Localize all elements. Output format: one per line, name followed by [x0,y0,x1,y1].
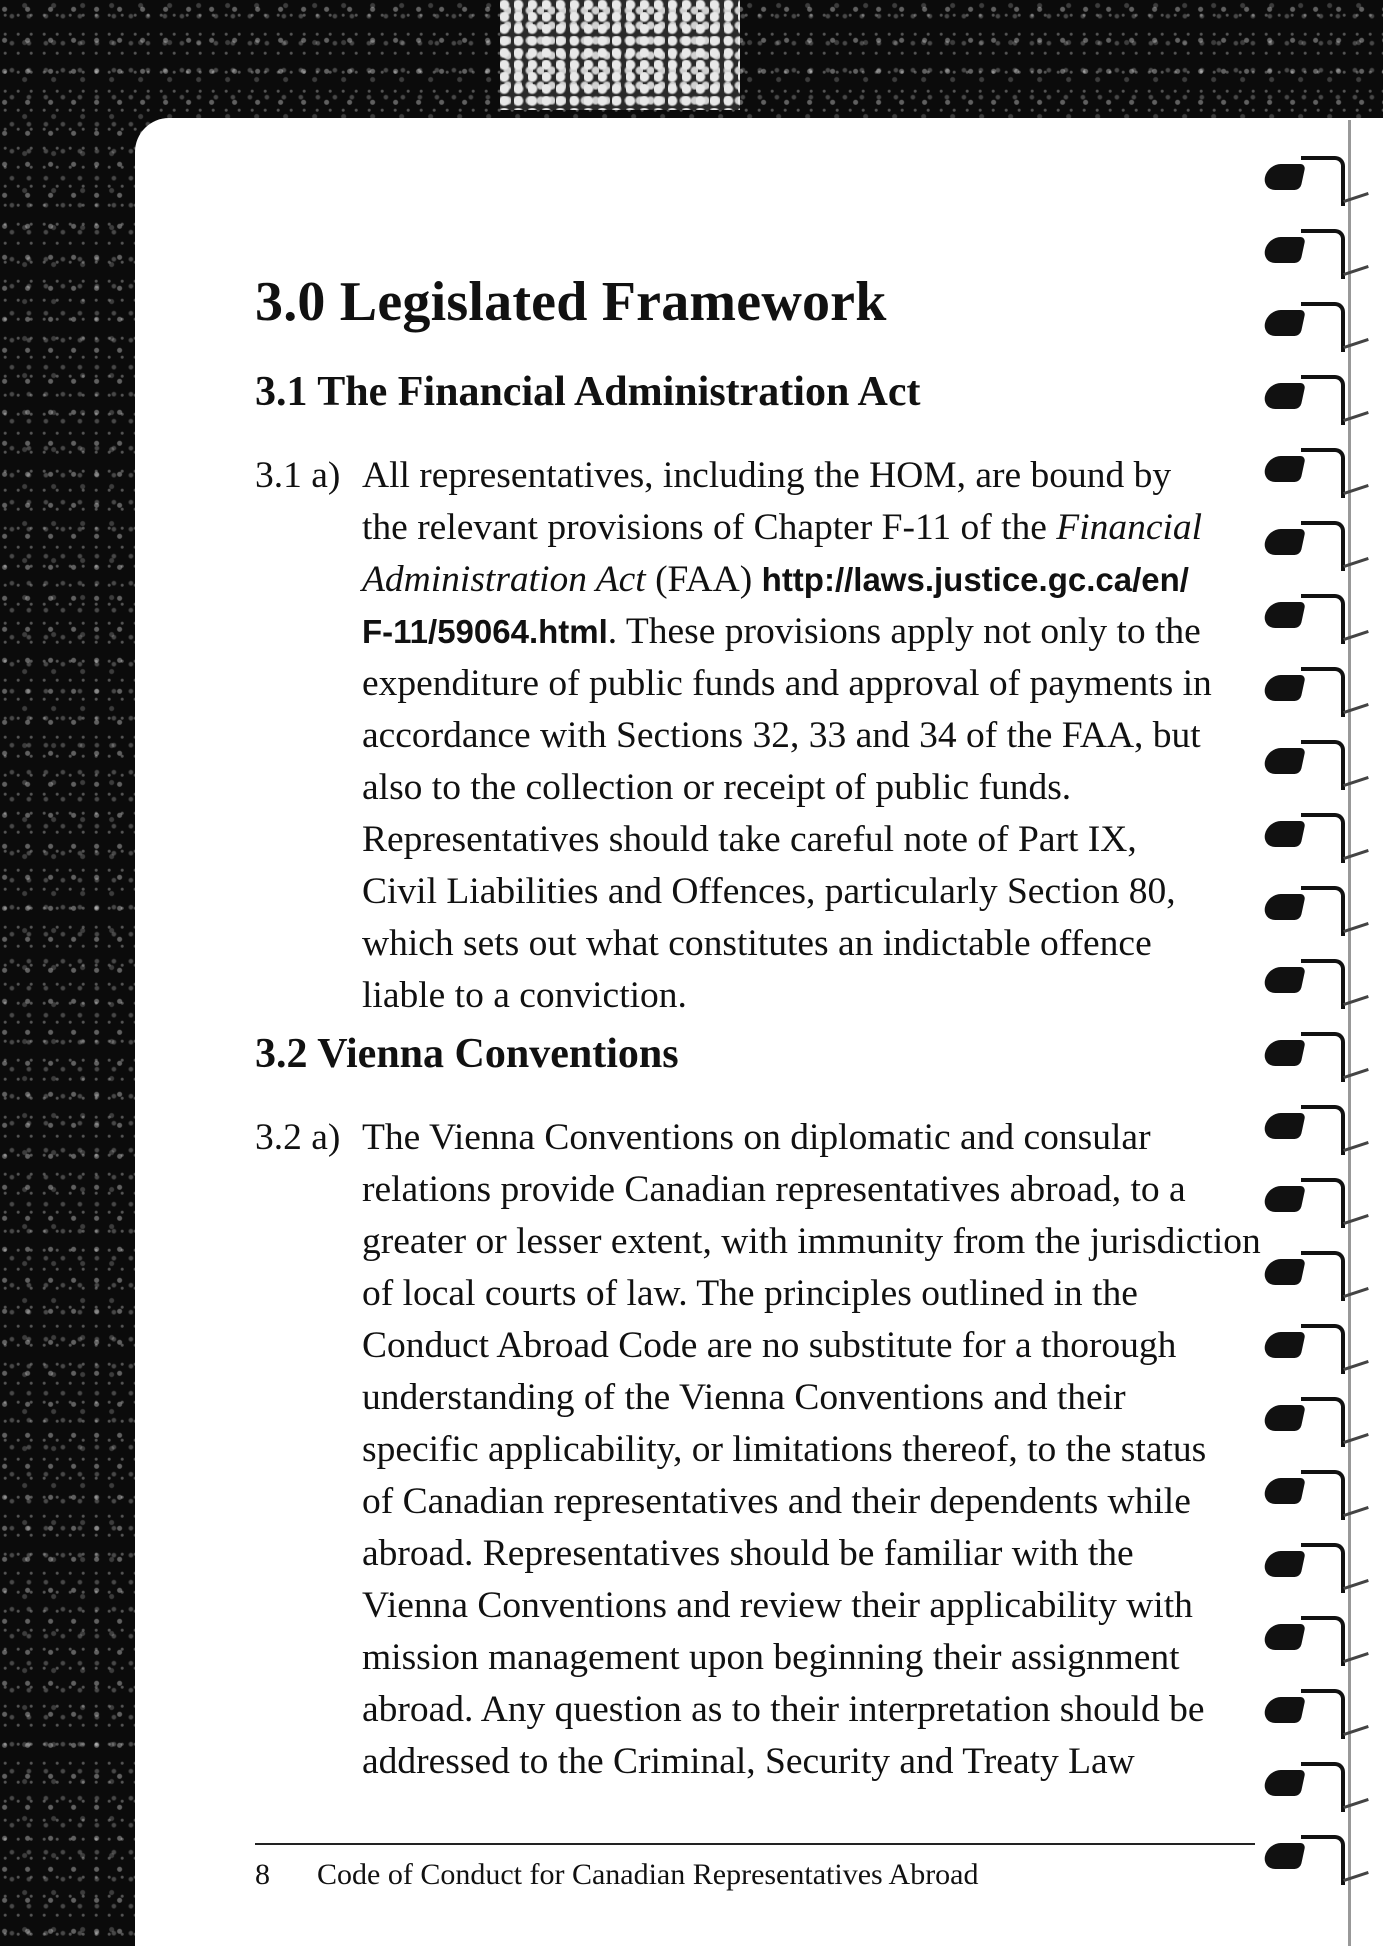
binding-ring-wire [1301,1616,1345,1666]
binding-ring-wire [1301,448,1345,498]
binding-ring [1255,734,1383,794]
binding-ring-wire [1301,1032,1345,1082]
binding-ring-tail [1343,192,1369,203]
binding-ring-hole [1262,1551,1306,1577]
binding-ring-hole [1262,1405,1306,1431]
binding-ring-wire [1301,521,1345,571]
binding-ring-hole [1262,894,1306,920]
binding-ring-hole [1262,383,1306,409]
binding-ring-wire [1301,594,1345,644]
binding-ring-wire [1301,1470,1345,1520]
section-title: 3.0 Legislated Framework [255,271,887,333]
binding-ring-hole [1262,1186,1306,1212]
binding-ring [1255,1537,1383,1597]
paragraph-line: accordance with Sections 32, 33 and 34 of the FAA, but [362,715,1201,756]
binding-ring-tail [1343,1141,1369,1152]
binding-ring-hole [1262,310,1306,336]
binding-ring [1255,807,1383,867]
binding-ring-hole [1262,1843,1306,1869]
binding-ring-wire [1301,1397,1345,1447]
binding-ring-wire [1301,1689,1345,1739]
heading-3-1: 3.1 The Financial Administration Act [255,369,921,415]
binding-ring-tail [1343,1068,1369,1079]
binding-ring-tail [1343,703,1369,714]
paragraph-3-1-a [255,450,1212,1022]
binding-ring [1255,1464,1383,1524]
binding-ring-hole [1262,1770,1306,1796]
binding-ring-wire [1301,667,1345,717]
binding-ring-hole [1262,602,1306,628]
binding-ring-tail [1343,1798,1369,1809]
binding-ring [1255,1829,1383,1889]
binding-ring [1255,1391,1383,1451]
paragraph-line: specific applicability, or limitations thereof, to the status [362,1429,1207,1470]
paragraph-3-2-a [255,1112,1261,1788]
binding-ring [1255,515,1383,575]
binding-ring [1255,1318,1383,1378]
binding-ring-hole [1262,1624,1306,1650]
paragraph-line: Representatives should take careful note of Part IX, [362,819,1137,860]
paragraph-line: Conduct Abroad Code are no substitute for a thorough [362,1325,1177,1366]
binding-ring-hole [1262,164,1306,190]
binding-ring-wire [1301,813,1345,863]
heading-3-2: 3.2 Vienna Conventions [255,1031,679,1077]
paragraph-number: 3.1 a) [255,455,341,496]
binding-ring-tail [1343,776,1369,787]
binding-ring-hole [1262,1332,1306,1358]
binding-ring [1255,1756,1383,1816]
paragraph-line: abroad. Representatives should be familiar with the [362,1533,1134,1574]
binding-ring-tail [1343,630,1369,641]
binding-ring-hole [1262,967,1306,993]
binding-ring-hole [1262,1259,1306,1285]
binding-ring [1255,296,1383,356]
binding-ring-tail [1343,338,1369,349]
paragraph-line: of local courts of law. The principles outlined in the [362,1273,1138,1314]
binding-ring-wire [1301,1251,1345,1301]
binding-ring-wire [1301,959,1345,1009]
binding-ring-tail [1343,1579,1369,1590]
binding-ring-tail [1343,849,1369,860]
paragraph-line: relations provide Canadian representatives abroad, to a [362,1169,1186,1210]
binding-ring-tail [1343,922,1369,933]
paragraph-line: F-11/59064.html. These provisions apply not only to the [362,611,1201,652]
binding-ring [1255,150,1383,210]
binding-ring-wire [1301,1178,1345,1228]
binding-ring-tail [1343,411,1369,422]
binding-ring-tail [1343,1652,1369,1663]
binding-ring [1255,1026,1383,1086]
binding-ring-tail [1343,1725,1369,1736]
paragraph-line: also to the collection or receipt of public funds. [362,767,1072,808]
page-number: 8 [255,1858,270,1891]
binding-ring-hole [1262,675,1306,701]
binding-ring-hole [1262,456,1306,482]
binding-ring-hole [1262,1478,1306,1504]
binding-ring [1255,1099,1383,1159]
paragraph-line: liable to a conviction. [362,975,687,1016]
paragraph-line: the relevant provisions of Chapter F-11 of the Financial [362,507,1203,548]
paragraph-line: understanding of the Vienna Conventions and their [362,1377,1126,1418]
binding-ring-hole [1262,237,1306,263]
binding-ring [1255,1245,1383,1305]
binding-ring-tail [1343,1433,1369,1444]
binding-ring-wire [1301,229,1345,279]
paragraph-line: greater or lesser extent, with immunity from the jurisdiction [362,1221,1261,1262]
binding-ring [1255,661,1383,721]
spiral-binding [1255,150,1383,1946]
binding-ring-wire [1301,1835,1345,1885]
paragraph-line: of Canadian representatives and their dependents while [362,1481,1191,1522]
cover-texture-patch [500,0,740,110]
paragraph-line: addressed to the Criminal, Security and Treaty Law [362,1741,1135,1782]
paragraph-line: Administration Act (FAA) http://laws.justice.gc.ca/en/ [362,559,1189,600]
binding-ring-tail [1343,1360,1369,1371]
binding-ring-hole [1262,1040,1306,1066]
binding-ring [1255,1683,1383,1743]
page-footer [255,1858,979,1892]
paragraph-line: abroad. Any question as to their interpretation should be [362,1689,1205,1730]
binding-ring-wire [1301,156,1345,206]
binding-ring-tail [1343,995,1369,1006]
footer-title: Code of Conduct for Canadian Representatives Abroad [317,1858,979,1891]
binding-ring-wire [1301,302,1345,352]
binding-ring-hole [1262,748,1306,774]
binding-ring-tail [1343,1871,1369,1882]
binding-ring [1255,369,1383,429]
binding-ring [1255,442,1383,502]
binding-ring-wire [1301,375,1345,425]
paragraph-line: expenditure of public funds and approval of payments in [362,663,1212,704]
paragraph-line: Civil Liabilities and Offences, particularly Section 80, [362,871,1176,912]
binding-ring-wire [1301,1324,1345,1374]
binding-ring-tail [1343,484,1369,495]
binding-ring [1255,223,1383,283]
binding-ring [1255,588,1383,648]
binding-ring [1255,880,1383,940]
footer-divider [255,1843,1255,1845]
binding-ring [1255,1610,1383,1670]
binding-ring-wire [1301,886,1345,936]
binding-ring-wire [1301,1105,1345,1155]
paragraph-line: 3.1 a) All representatives, including the HOM, are bound by [255,450,1212,502]
binding-ring-tail [1343,1214,1369,1225]
binding-ring-wire [1301,740,1345,790]
binding-ring-hole [1262,1697,1306,1723]
binding-ring [1255,1172,1383,1232]
paragraph-line: Vienna Conventions and review their applicability with [362,1585,1193,1626]
paragraph-line: mission management upon beginning their assignment [362,1637,1180,1678]
binding-ring-wire [1301,1543,1345,1593]
binding-ring-tail [1343,557,1369,568]
paragraph-number: 3.2 a) [255,1117,341,1158]
faa-link-continued[interactable]: F-11/59064.html [362,613,608,650]
binding-ring-tail [1343,1287,1369,1298]
binding-ring [1255,953,1383,1013]
binding-ring-hole [1262,529,1306,555]
binding-ring-hole [1262,1113,1306,1139]
binding-ring-tail [1343,265,1369,276]
binding-ring-wire [1301,1762,1345,1812]
paragraph-line: which sets out what constitutes an indictable offence [362,923,1152,964]
faa-link[interactable]: http://laws.justice.gc.ca/en/ [761,561,1189,598]
paragraph-line: 3.2 a) The Vienna Conventions on diplomatic and consular [255,1112,1261,1164]
binding-ring-hole [1262,821,1306,847]
binding-ring-tail [1343,1506,1369,1517]
